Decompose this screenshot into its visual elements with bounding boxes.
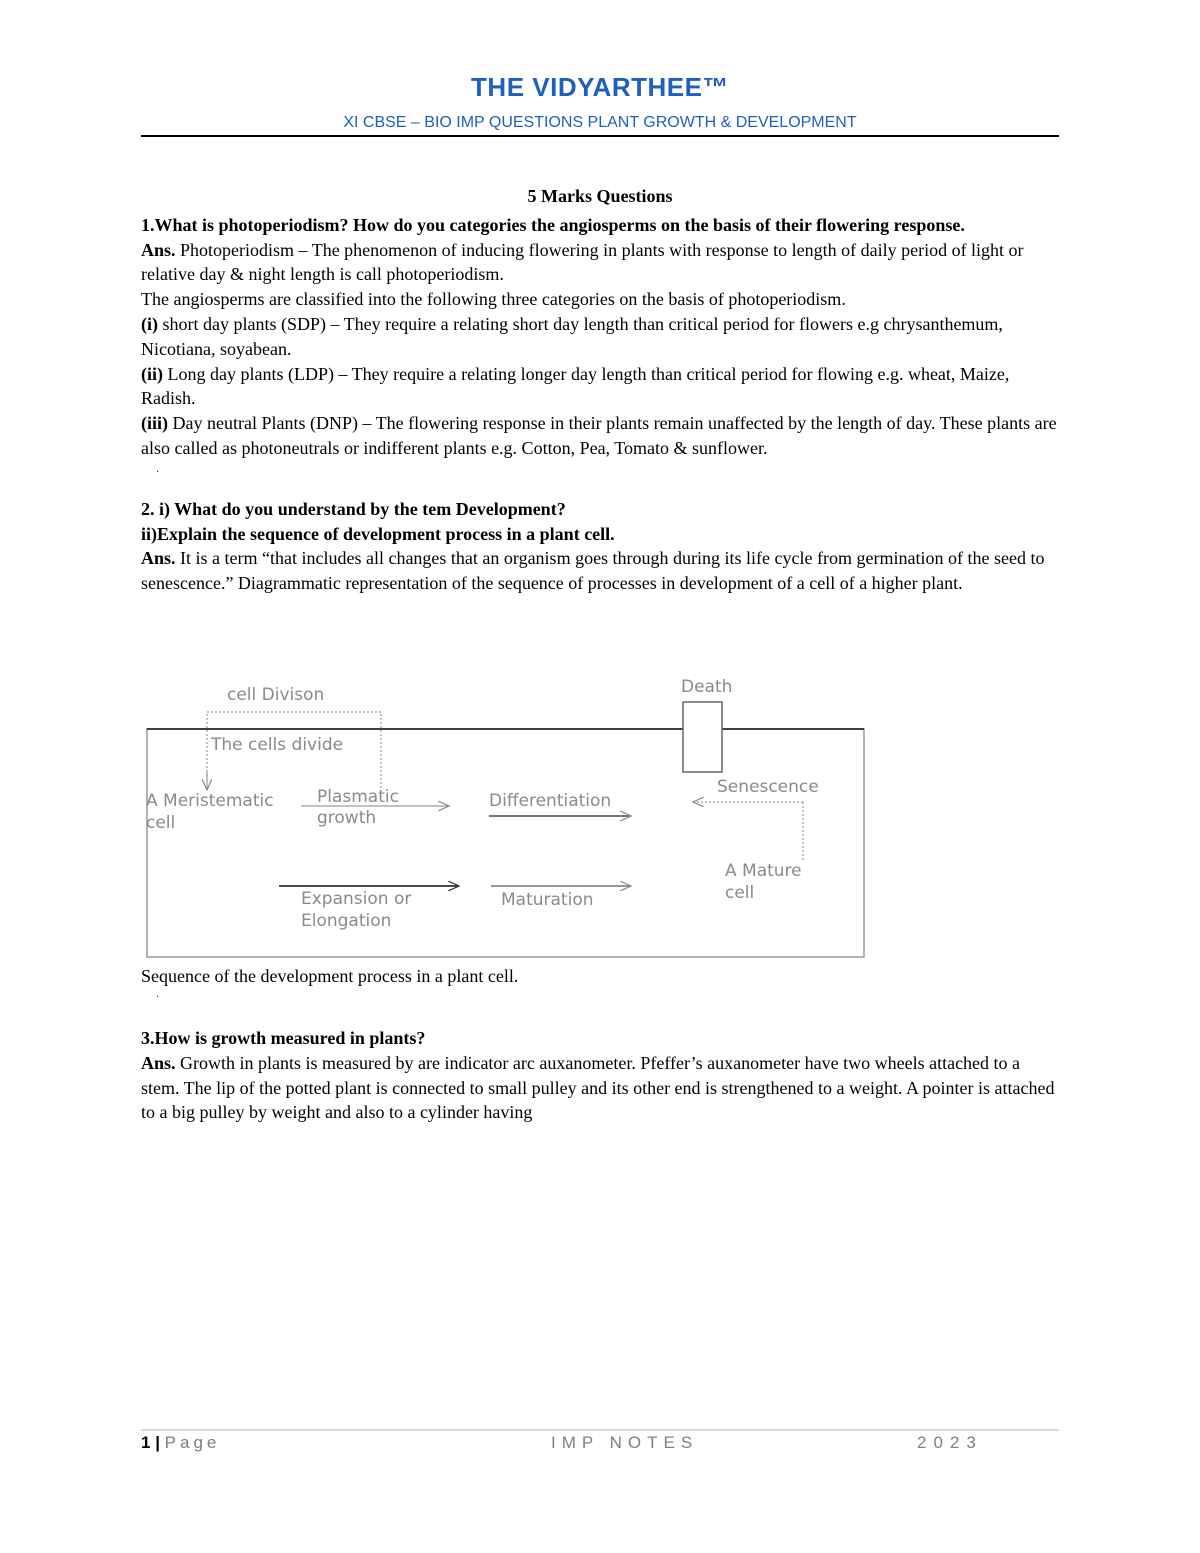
diagram-frame [147,729,864,957]
document-title: THE VIDYARTHEE™ [471,72,729,102]
list-item-text: short day plants (SDP) – They require a relating short day length than critical period for flowers e.g chrysanthemum, Nicotiana, soyabean. [141,313,1003,359]
senescence-label: Senescence [717,777,819,797]
maturation-label: Maturation [501,890,594,910]
paragraph-mark: · [156,992,160,1003]
footer-center: IMP NOTES [551,1433,699,1452]
list-item [141,411,1059,461]
question-1: 1.What is photoperiodism? How do you categories the angiosperms on the basis of their flowering response. [141,214,965,235]
page-number: 1 [141,1433,151,1452]
main-content [141,184,1059,596]
answer-3 [141,1051,1059,1125]
expansion-label-2: Elongation [301,911,392,931]
list-item [141,362,1059,412]
answer-text: Growth in plants is measured by are indicator arc auxanometer. Pfeffer’s auxanometer have two wheels attached to a stem. The lip of the potted plant is connected to small pulley and its other end is strengthened to a weight. A pointer is attached to a big pulley by weight and also to a cylinder having [141,1052,1055,1123]
answer-1-intro: The angiosperms are classified into the following three categories on the basis of photoperiodism. [141,289,846,310]
cells-divide-label: The cells divide [211,735,344,755]
header-divider [141,135,1059,137]
death-box [683,702,722,772]
ans-label: Ans. [141,239,176,260]
page-separator: | [150,1433,165,1452]
development-sequence-diagram [141,672,871,964]
list-item-label: (iii) [141,413,168,434]
list-item-text: Long day plants (LDP) – They require a relating longer day length than critical period for flowing e.g. wheat, Maize, Radish. [141,363,1010,409]
document-subtitle: XI CBSE – BIO IMP QUESTIONS PLANT GROWTH & DEVELOPMENT [343,114,857,131]
paragraph-mark: · [156,466,160,478]
ans-label: Ans. [141,548,176,569]
meristematic-label: A Meristematic [146,791,274,811]
answer-1 [141,238,1059,288]
mature-cell-label: A Mature [725,861,802,881]
list-item-label: (i) [141,313,158,334]
answer-text: It is a term “that includes all changes that an organism goes through during its life cycle from germination of the seed to senescence.” Diagrammatic representation of the sequence of processes in development of a cell of a higher plant. [141,548,1045,594]
differentiation-label: Differentiation [489,791,612,811]
death-label: Death [681,677,733,697]
cell-division-label: cell Divison [227,685,325,705]
answer-2 [141,546,1059,596]
plasmatic-label: Plasmatic [317,787,399,807]
answer-text: Photoperiodism – The phenomenon of inducing flowering in plants with response to length of daily period of light or relative day & night length is call photoperiodism. [141,239,1024,285]
list-item [141,312,1059,362]
ans-label: Ans. [141,1052,176,1073]
question-2-part-ii: ii)Explain the sequence of development process in a plant cell. [141,523,615,544]
footer-page [141,1433,220,1453]
meristematic-label-2: cell [146,813,176,833]
footer-year: 2023 [917,1433,983,1452]
mature-cell-label-2: cell [725,883,755,903]
question-3-block [141,1026,1059,1125]
list-item-text: Day neutral Plants (DNP) – The flowering response in their plants remain unaffected by the length of day. These plants are also called as photoneutrals or indifferent plants e.g. Cotton, Pea, Tomato & sunflower. [141,413,1057,458]
plasmatic-label-2: growth [317,808,377,828]
list-item-label: (ii) [141,363,163,384]
footer-divider [141,1429,1059,1431]
question-2-part-i: 2. i) What do you understand by the tem Development? [141,498,566,519]
expansion-label: Expansion or [301,889,412,909]
question-3: 3.How is growth measured in plants? [141,1028,426,1048]
diagram-caption: Sequence of the development process in a plant cell. [141,966,519,986]
section-title: 5 Marks Questions [527,186,673,206]
page-label: Page [164,1433,221,1452]
